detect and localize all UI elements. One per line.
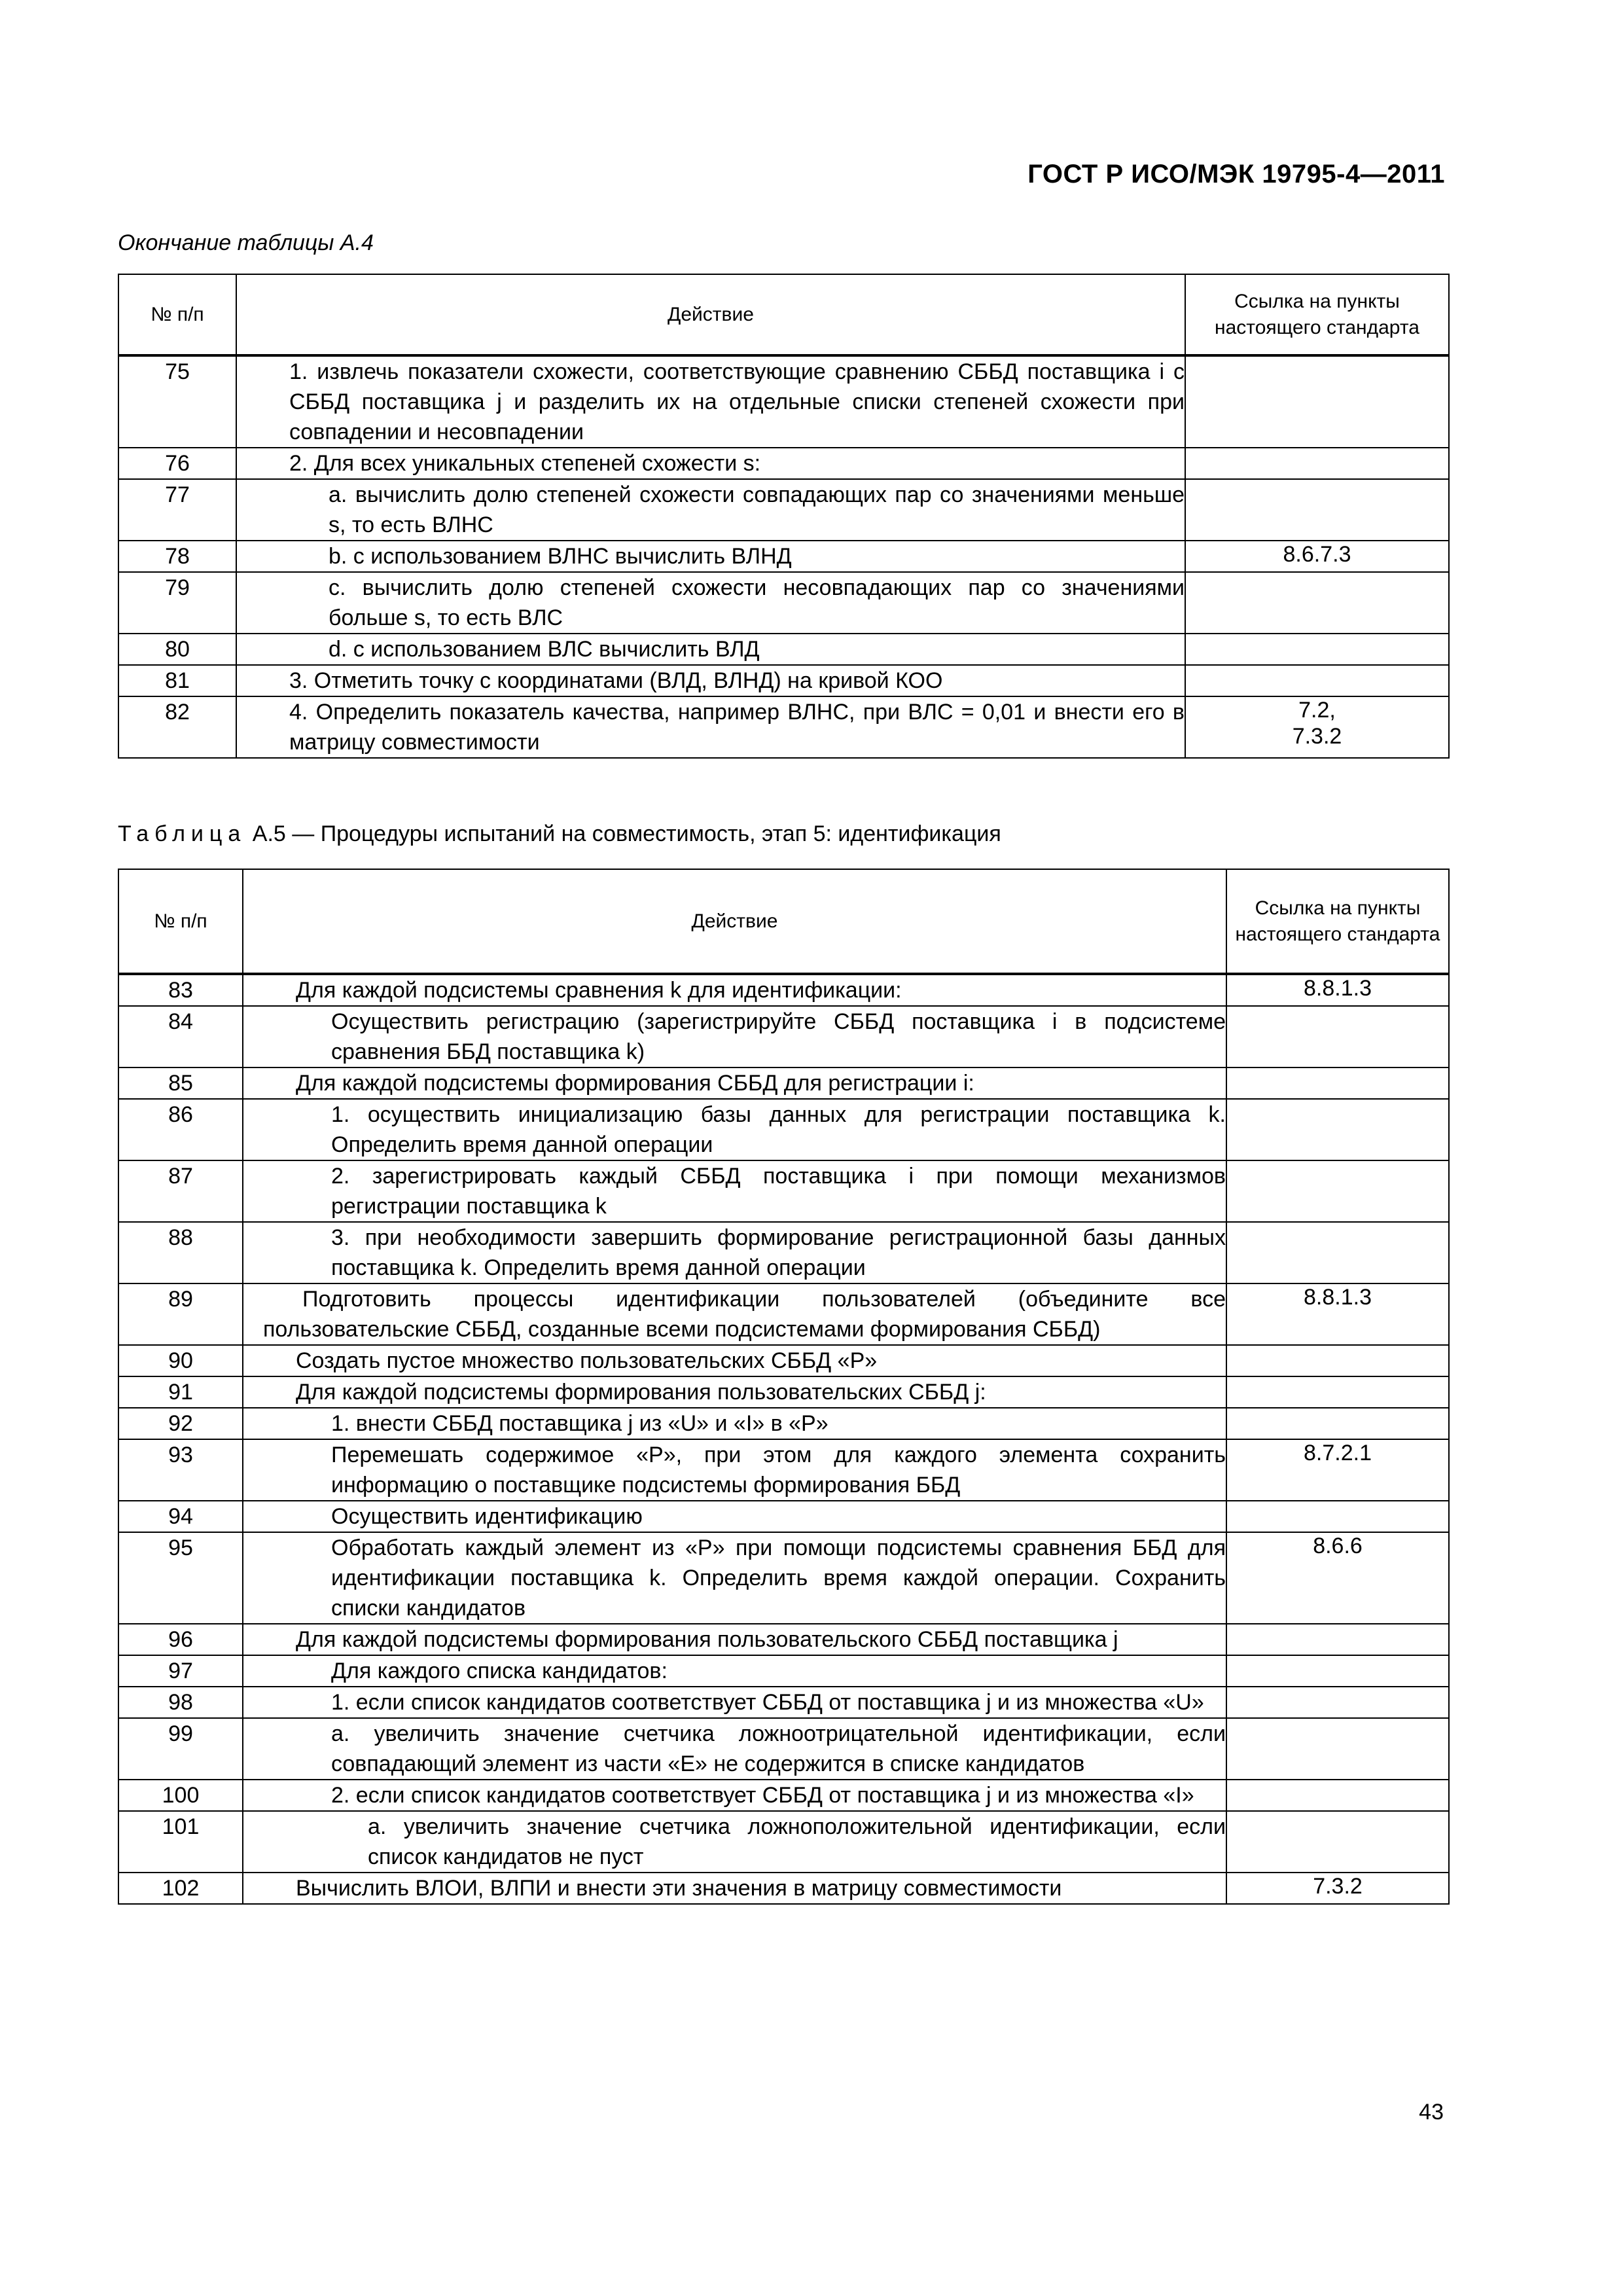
row-number: 102: [118, 1873, 243, 1904]
row-action: 1. осуществить инициализацию базы данных для регистрации поставщика k. Определить время данной операции: [243, 1099, 1226, 1160]
row-reference: [1226, 1624, 1449, 1655]
row-action: b. с использованием ВЛНС вычислить ВЛНД: [236, 541, 1185, 572]
row-action: d. с использованием ВЛС вычислить ВЛД: [236, 634, 1185, 665]
row-action: 3. при необходимости завершить формирование регистрационной базы данных поставщика k. Определить время данной операции: [243, 1222, 1226, 1283]
row-action: Для каждой подсистемы формирования СББД для регистрации i:: [243, 1067, 1226, 1099]
row-reference: [1226, 1345, 1449, 1376]
row-action: 2. если список кандидатов соответствует СББД от поставщика j и из множества «I»: [243, 1780, 1226, 1811]
row-reference: [1226, 1067, 1449, 1099]
row-number: 85: [118, 1067, 243, 1099]
table-row: [118, 1283, 1449, 1345]
row-reference: 8.6.7.3: [1185, 541, 1449, 572]
table-row: [118, 974, 1449, 1006]
table-row: [118, 1501, 1449, 1532]
table-row: [118, 1222, 1449, 1283]
row-number: 83: [118, 974, 243, 1006]
row-action: 1. внести СББД поставщика j из «U» и «I» в «P»: [243, 1408, 1226, 1439]
row-action: a. вычислить долю степеней схожести совпадающих пар со значениями меньше s, то есть ВЛНС: [236, 479, 1185, 541]
row-number: 76: [118, 448, 236, 479]
table-row: [118, 1718, 1449, 1780]
row-reference: 8.8.1.3: [1226, 1283, 1449, 1345]
row-action: Для каждой подсистемы сравнения k для идентификации:: [243, 974, 1226, 1006]
row-number: 79: [118, 572, 236, 634]
row-number: 88: [118, 1222, 243, 1283]
table-row: [118, 1780, 1449, 1811]
row-number: 78: [118, 541, 236, 572]
table-row: [118, 1067, 1449, 1099]
column-header-action: Действие: [236, 274, 1185, 355]
row-action: 4. Определить показатель качества, например ВЛНС, при ВЛС = 0,01 и внести его в матрицу совместимости: [236, 696, 1185, 758]
table-row: [118, 1006, 1449, 1067]
row-reference: [1226, 1160, 1449, 1222]
row-number: 80: [118, 634, 236, 665]
row-reference: [1226, 1780, 1449, 1811]
row-reference: [1185, 634, 1449, 665]
row-action: Для каждой подсистемы формирования пользовательского СББД поставщика j: [243, 1624, 1226, 1655]
row-reference: [1226, 1655, 1449, 1687]
row-action: Подготовить процессы идентификации пользователей (объедините все пользовательские СББД, созданные всеми подсистемами формирования СББД): [243, 1283, 1226, 1345]
row-number: 94: [118, 1501, 243, 1532]
row-number: 84: [118, 1006, 243, 1067]
column-header-action: Действие: [243, 869, 1226, 974]
row-number: 95: [118, 1532, 243, 1624]
table-row: [118, 1532, 1449, 1624]
row-number: 86: [118, 1099, 243, 1160]
row-number: 99: [118, 1718, 243, 1780]
row-number: 81: [118, 665, 236, 696]
table-row: [118, 1439, 1449, 1501]
table-row: [118, 1624, 1449, 1655]
table-row: [118, 355, 1449, 448]
row-action: 1. извлечь показатели схожести, соответствующие сравнению СББД поставщика i с СББД поставщика j и разделить их на отдельные списки степеней схожести при совпадении и несовпадении: [236, 355, 1185, 448]
table-row: [118, 1655, 1449, 1687]
row-reference: 8.7.2.1: [1226, 1439, 1449, 1501]
row-reference: [1185, 572, 1449, 634]
column-header-number: № п/п: [118, 869, 243, 974]
row-action: 2. зарегистрировать каждый СББД поставщика i при помощи механизмов регистрации поставщика k: [243, 1160, 1226, 1222]
table-row: [118, 448, 1449, 479]
row-number: 87: [118, 1160, 243, 1222]
table-row: [118, 1099, 1449, 1160]
row-number: 98: [118, 1687, 243, 1718]
row-action: Для каждой подсистемы формирования пользовательских СББД j:: [243, 1376, 1226, 1408]
row-action: Вычислить ВЛОИ, ВЛПИ и внести эти значения в матрицу совместимости: [243, 1873, 1226, 1904]
row-number: 100: [118, 1780, 243, 1811]
row-reference: [1226, 1222, 1449, 1283]
row-reference: 7.3.2: [1226, 1873, 1449, 1904]
row-reference: 8.6.6: [1226, 1532, 1449, 1624]
row-action: c. вычислить долю степеней схожести несовпадающих пар со значениями больше s, то есть ВЛС: [236, 572, 1185, 634]
table-row: [118, 572, 1449, 634]
column-header-reference: Ссылка на пункты настоящего стандарта: [1185, 274, 1449, 355]
row-reference: [1185, 479, 1449, 541]
table-row: [118, 634, 1449, 665]
row-reference: [1226, 1687, 1449, 1718]
table-row: [118, 665, 1449, 696]
table-a4: [118, 274, 1450, 759]
row-number: 82: [118, 696, 236, 758]
row-number: 92: [118, 1408, 243, 1439]
column-header-reference: Ссылка на пункты настоящего стандарта: [1226, 869, 1449, 974]
row-reference: [1185, 355, 1449, 448]
row-action: a. увеличить значение счетчика ложноположительной идентификации, если список кандидатов не пуст: [243, 1811, 1226, 1873]
row-number: 77: [118, 479, 236, 541]
column-header-number: № п/п: [118, 274, 236, 355]
row-action: 2. Для всех уникальных степеней схожести s:: [236, 448, 1185, 479]
row-action: Для каждого списка кандидатов:: [243, 1655, 1226, 1687]
row-reference: 7.2, 7.3.2: [1185, 696, 1449, 758]
row-reference: [1185, 665, 1449, 696]
table-row: [118, 1345, 1449, 1376]
row-reference: [1226, 1099, 1449, 1160]
row-action: Осуществить идентификацию: [243, 1501, 1226, 1532]
row-action: 3. Отметить точку с координатами (ВЛД, ВЛНД) на кривой КОО: [236, 665, 1185, 696]
row-action: Перемешать содержимое «P», при этом для каждого элемента сохранить информацию о поставщике подсистемы формирования ББД: [243, 1439, 1226, 1501]
row-reference: [1226, 1376, 1449, 1408]
row-reference: [1185, 448, 1449, 479]
table-row: [118, 1687, 1449, 1718]
row-number: 101: [118, 1811, 243, 1873]
row-reference: [1226, 1718, 1449, 1780]
row-number: 93: [118, 1439, 243, 1501]
row-number: 75: [118, 355, 236, 448]
row-action: Обработать каждый элемент из «P» при помощи подсистемы сравнения ББД для идентификации поставщика k. Определить время каждой операции. Сохранить списки кандидатов: [243, 1532, 1226, 1624]
table-row: [118, 1811, 1449, 1873]
table-caption: Таблица А.5 — Процедуры испытаний на совместимость, этап 5: идентификация: [118, 821, 1001, 846]
row-number: 91: [118, 1376, 243, 1408]
row-reference: [1226, 1408, 1449, 1439]
table-row: [118, 1160, 1449, 1222]
row-action: a. увеличить значение счетчика ложноотрицательной идентификации, если совпадающий элемент из части «E» не содержится в списке кандидатов: [243, 1718, 1226, 1780]
page-number: 43: [1419, 2100, 1444, 2125]
row-reference: 8.8.1.3: [1226, 974, 1449, 1006]
table-row: [118, 1873, 1449, 1904]
table-a5: [118, 869, 1450, 1905]
table-row: [118, 696, 1449, 758]
table-row: [118, 479, 1449, 541]
row-action: Осуществить регистрацию (зарегистрируйте СББД поставщика i в подсистеме сравнения ББД поставщика k): [243, 1006, 1226, 1067]
row-number: 97: [118, 1655, 243, 1687]
table-row: [118, 1376, 1449, 1408]
row-number: 90: [118, 1345, 243, 1376]
row-reference: [1226, 1006, 1449, 1067]
row-action: 1. если список кандидатов соответствует СББД от поставщика j и из множества «U»: [243, 1687, 1226, 1718]
table-continuation-label: Окончание таблицы А.4: [118, 230, 374, 255]
row-reference: [1226, 1501, 1449, 1532]
row-number: 96: [118, 1624, 243, 1655]
row-number: 89: [118, 1283, 243, 1345]
document-header: ГОСТ Р ИСО/МЭК 19795-4—2011: [1027, 160, 1445, 188]
row-reference: [1226, 1811, 1449, 1873]
table-row: [118, 1408, 1449, 1439]
row-action: Создать пустое множество пользовательских СББД «P»: [243, 1345, 1226, 1376]
table-row: [118, 541, 1449, 572]
